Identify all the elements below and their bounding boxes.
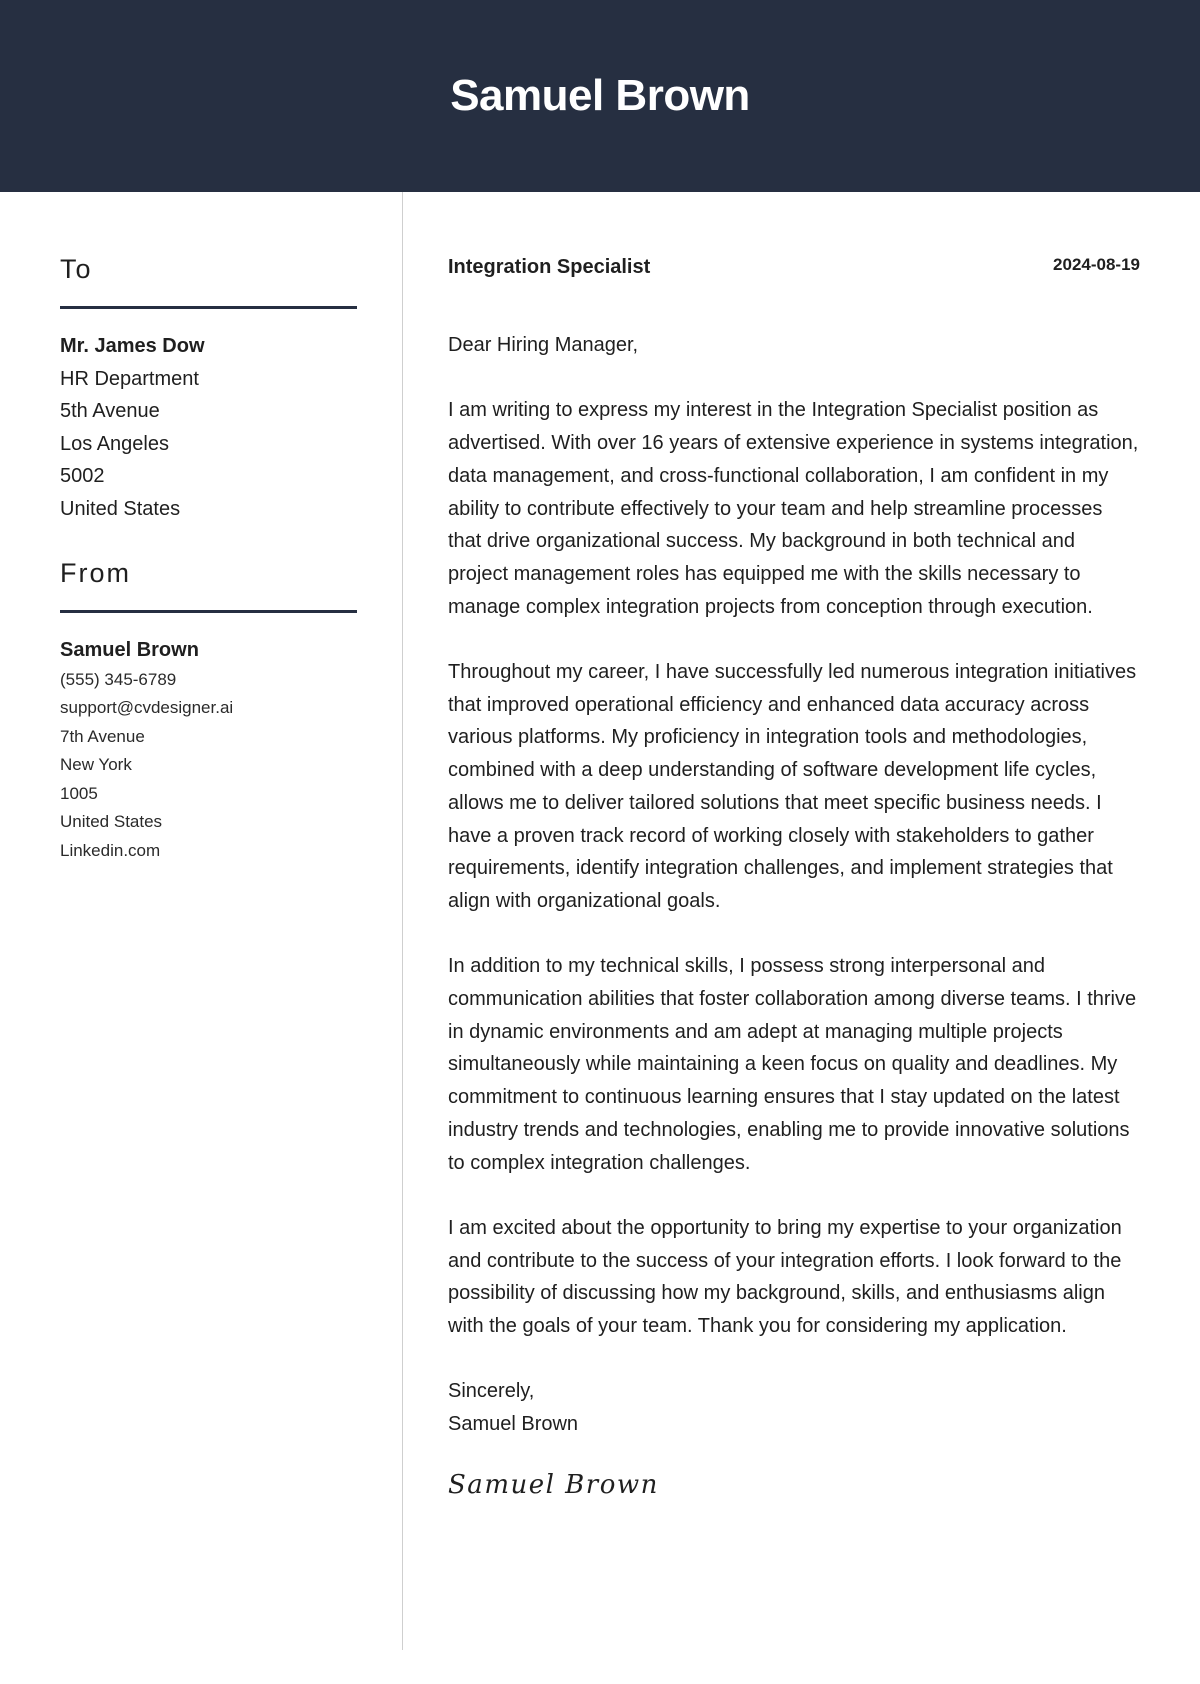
sender-email: support@cvdesigner.ai (60, 698, 234, 718)
recipient-department: HR Department (60, 367, 199, 390)
from-heading: From (60, 557, 131, 588)
sender-street: 7th Avenue (60, 726, 145, 746)
letter-date: 2024-08-19 (1053, 255, 1140, 274)
salutation: Dear Hiring Manager, (448, 334, 639, 356)
column-divider (402, 192, 403, 1650)
letter-paragraph: I am writing to express my interest in the Integration Specialist position as advertised. With over 16 years of extensive experience in systems integration, data management, and cross-functional collaboration, I am confident in my ability to contribute effectively to your team and help streamline processes that drive organizational success. My background in both technical and project management roles has equipped me with the skills necessary to manage complex integration projects from conception through execution. (448, 399, 1139, 618)
from-rule (60, 610, 357, 613)
letter-body (448, 252, 1140, 1503)
handwritten-signature (448, 1463, 1140, 1503)
applicant-name-title: Samuel Brown (450, 71, 750, 120)
recipient-zip: 5002 (60, 465, 105, 488)
recipient-country: United States (60, 497, 181, 520)
sidebar (60, 252, 357, 865)
letter-paragraph: Throughout my career, I have successfully led numerous integration initiatives that improved operational efficiency and enhanced data accuracy across various platforms. My proficiency in integration tools and methodologies, combined with a deep understanding of software development life cycles, allows me to deliver tailored solutions that meet specific business needs. I have a proven track record of working closely with stakeholders to gather requirements, identify integration challenges, and implement strategies that align with organizational goals. (448, 661, 1137, 912)
closing-block (448, 1375, 1140, 1440)
letter-paragraph: In addition to my technical skills, I possess strong interpersonal and communication abilities that foster collaboration among diverse teams. I thrive in dynamic environments and am adept at managing multiple projects simultaneously while maintaining a keen focus on quality and deadlines. My commitment to continuous learning ensures that I stay updated on the latest industry trends and technologies, enabling me to provide innovative solutions to complex integration challenges. (448, 955, 1137, 1174)
closing-phrase: Sincerely, (448, 1380, 535, 1403)
sender-zip: 1005 (60, 783, 98, 803)
sender-block (60, 634, 357, 866)
to-heading: To (60, 254, 93, 284)
recipient-street: 5th Avenue (60, 400, 160, 423)
sender-city: New York (60, 755, 132, 775)
job-title: Integration Specialist (448, 256, 651, 278)
signature-text: Samuel Brown (448, 1469, 659, 1500)
page-header (0, 0, 1200, 192)
recipient-block (60, 330, 357, 526)
sender-linkedin-link: Linkedin.com (60, 840, 161, 860)
sender-phone: (555) 345-6789 (60, 669, 177, 689)
sender-country: United States (60, 812, 163, 832)
sender-name: Samuel Brown (60, 638, 199, 661)
from-section (60, 556, 357, 866)
letter-paragraph: I am excited about the opportunity to bring my expertise to your organization and contribute to the success of your integration efforts. I look forward to the possibility of discussing how my background, skills, and enthusiasms align with the goals of your team. Thank you for considering my application. (448, 1216, 1122, 1338)
recipient-city: Los Angeles (60, 432, 169, 455)
to-section (60, 252, 357, 526)
sender-details (60, 666, 357, 866)
signature-image (448, 1463, 668, 1503)
signoff-name: Samuel Brown (448, 1413, 579, 1436)
recipient-name: Mr. James Dow (60, 335, 205, 357)
to-rule (60, 306, 357, 309)
letter-header-row (448, 252, 1140, 282)
